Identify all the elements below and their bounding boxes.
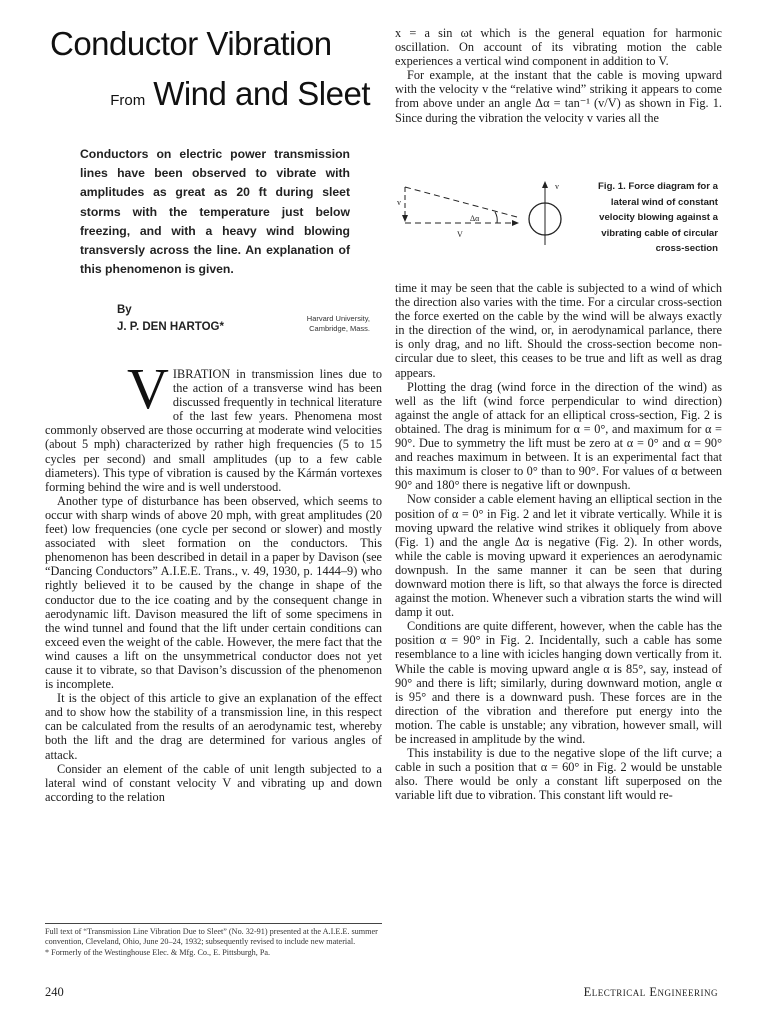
left-column — [45, 356, 382, 804]
angle-arc — [495, 212, 497, 223]
page-number: 240 — [45, 985, 64, 999]
body-paragraph: time it may be seen that the cable is subjected to a wind of which the direction also varies with the time. For a circular cross-section the force exerted on the cable by the wind will be always exactly in the direction of the wind, or, in aerodynamical parlance, there is only drag, and no lift. Should the cross-section become non-circular due to sleet, this ceases to be true and lift as well as drag appears. — [395, 281, 722, 380]
title-line-2 — [50, 72, 370, 123]
footnote-rule — [45, 923, 382, 924]
force-diagram — [395, 175, 575, 265]
body-paragraph: For example, at the instant that the cable is moving upward with the velocity v the “relative wind” striking it appears to come from above under an angle Δα = tan⁻¹ (v/V) as shown in Fig. 1. Since during the vibration the velocity v varies all the — [395, 68, 722, 125]
footnotes — [45, 927, 382, 958]
article-title — [50, 22, 370, 123]
body-paragraph: IBRATION in transmission lines due to the action of a transverse wind has been discussed frequently in technical literature of the last few years. Phenomena most commonly observed are those occurring at moderate wind velocities (about 5 mph) characterized by rather high frequencies (5 to 15 cycles per second) and small amplitudes (up to a few cable diameters). This type of vibration is caused by the Kármán vortexes forming behind the wire and is well understood. — [45, 367, 382, 494]
right-column-bottom — [395, 281, 722, 802]
title-from: From — [110, 92, 146, 110]
body-paragraph: x = a sin ωt which is the general equation for harmonic oscillation. On account of its vibrating motion the cable experiences a vertical wind component in addition to V. — [395, 26, 722, 69]
journal-name: Electrical Engineering — [583, 985, 718, 999]
cable-up-arrow — [542, 181, 548, 188]
label-V: V — [457, 230, 463, 239]
footnote-source: Full text of “Transmission Line Vibration Due to Sleet” (No. 32-91) presented at the A.I.E.E. summer convention, Cleveland, Ohio, June 20–24, 1932; subsequently revised to include new material. — [45, 927, 378, 947]
label-delta-alpha: Δα — [470, 214, 480, 223]
label-v-right: v — [555, 182, 559, 191]
figure-1 — [395, 175, 722, 265]
author-name: J. P. DEN HARTOG* — [117, 321, 224, 333]
v-arrow-head — [402, 215, 408, 222]
relative-wind-line — [405, 187, 517, 217]
footnote-author: * Formerly of the Westinghouse Elec. & Mfg. Co., E. Pittsburgh, Pa. — [45, 947, 271, 957]
right-column-top — [395, 26, 722, 125]
title-line-1: Conductor Vibration — [50, 25, 332, 62]
body-paragraph: Another type of disturbance has been observed, which seems to occur with sharp winds of above 20 mph, with great amplitudes (20 feet) low frequencies (one cycle per second or slower) and mostly associated with sleet formation on the conductors. This phenomenon has been described in detail in a paper by Davison (see “Dancing Conductors” A.I.E.E. Trans., v. 49, 1930, p. 1444–9) who rightly believed it to be caused by the change in shape of the conductor due to the ice coating and by the consequent change in aerodynamic lift. Davison measured the lift of some specimens in the wind tunnel and found that the lift under certain conditions can exceed even the weight of the cable. However, the mere fact that the wind causes a lift on the unsymmetrical conductor does not yet cause it to vibrate, so that Davison’s discussion of the phenomenon is incomplete. — [45, 493, 382, 692]
abstract: Conductors on electric power transmission lines have been observed to vibrate with amplitudes as great as 20 ft during sleet storms with the temperature just below freezing, and with a heavy wind blowing transversly across the line. An explanation of this phenomenon is given. — [80, 147, 350, 277]
body-paragraph: Now consider a cable element having an elliptical section in the position of α = 0° in Fig. 2 and let it vibrate vertically. While it is moving upward the relative wind strikes it obliquely from above (Fig. 1) and the angle Δα is negative (Fig. 2). In other words, while the cable is moving upward it experiences an aerodynamic downpush. In the same manner it can be seen that during downward motion there is lift, so that always the force is directed against the motion. Whenever such a vibration starts the wind will damp it out. — [395, 492, 722, 620]
body-paragraph: Consider an element of the cable of unit length subjected to a lateral wind of constant velocity V and vibrating up and down according to the relation — [45, 761, 382, 804]
title-wind-and-sleet: Wind and Sleet — [153, 75, 370, 112]
body-paragraph: Plotting the drag (wind force in the direction of the wind) as well as the lift (wind force perpendicular to wind direction) against the angle of attack for an elliptical cross-section, Fig. 2 is obtained. The drag is minimum for α = 0°, and maximum for α = 90°. Due to symmetry the lift must be zero at α = 0° and α = 90° and reaches maximum in between. It is an experimental fact that this maximum is closer to 0° than to 90°. For values of α between 90° and 180° there is negative lift or downpush. — [395, 379, 722, 493]
body-paragraph: This instability is due to the negative slope of the lift curve; a cable in such a position that α = 60° in Fig. 2 would be unstable also. There would be only a constant lift superposed on the variable lift due to vibration. This constant lift would re- — [395, 746, 722, 803]
drop-cap: V — [127, 356, 169, 421]
body-paragraph: It is the object of this article to give an explanation of the effect and to show how the stability of a transmission line, in this respect can be calculated from the results of an aerodynamic test, whereby both the lift and the drag are determined for various angles of attack. — [45, 691, 382, 762]
byline-by: By — [117, 304, 132, 316]
figure-1-caption: Fig. 1. Force diagram for a lateral wind of constant velocity blowing against a vibrating cable of circular cross-section — [598, 181, 718, 255]
byline — [117, 302, 224, 336]
label-v-left: v — [397, 198, 401, 207]
author-affiliation: Harvard University, Cambridge, Mass. — [306, 314, 370, 333]
V-arrow-head — [512, 220, 519, 226]
body-paragraph: Conditions are quite different, however, when the cable has the position α = 90° in Fig. 2. Incidentally, such a cable has some resemblance to a line with icicles hanging down vertically from it. While the cable is moving upward angle α is 85°, say, instead of 90° and there is lift; similarly, during downward motion, angle α is 95° and there is a downward push. These forces are in the direction of the vibration and therefore put energy into the motion. The cable is unstable; any vibration, however small, will be increased in amplitude by the wind. — [395, 619, 722, 746]
